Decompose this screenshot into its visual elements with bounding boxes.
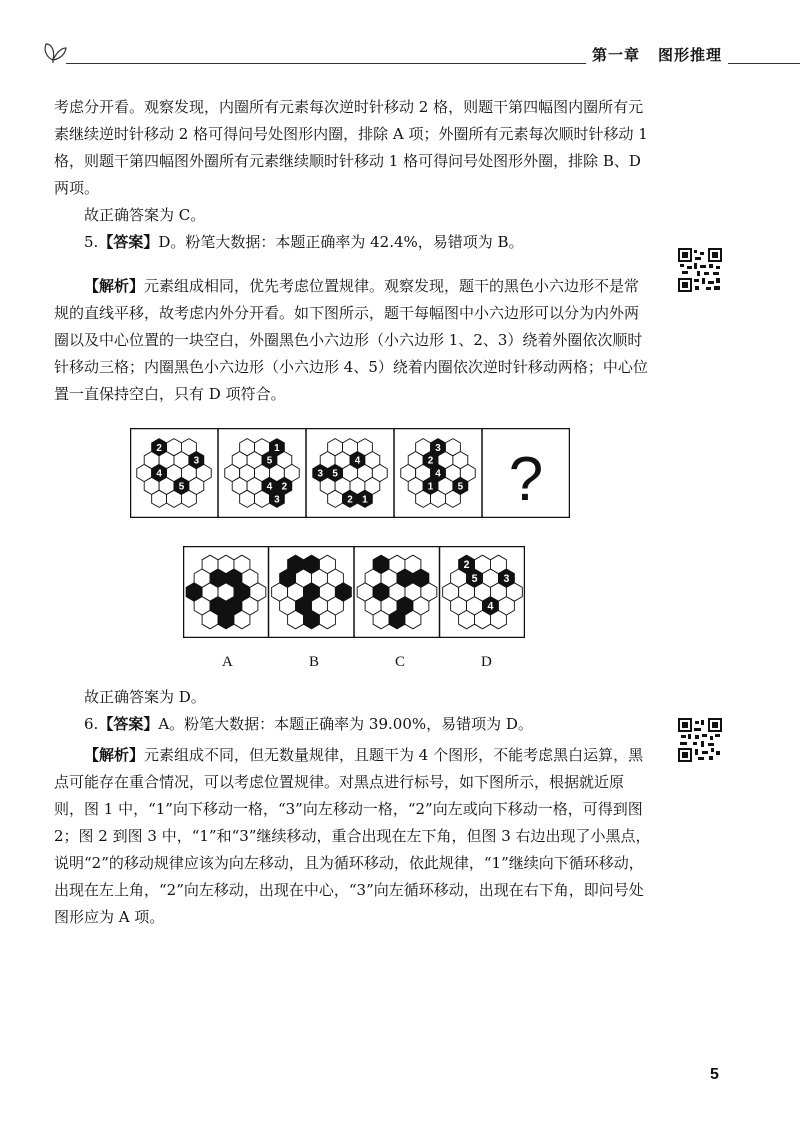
option-label-c: C [395, 654, 406, 670]
header-title [586, 44, 728, 65]
q5-number: 5. [84, 233, 99, 251]
q5-answer-label: 【答案】 [98, 233, 159, 251]
hex-cell-label: 4 [354, 455, 361, 467]
puzzle-figure [130, 428, 570, 518]
hex-cell-label: 5 [266, 455, 273, 467]
paragraph-answer-c: 故正确答案为 C。 [84, 206, 206, 224]
hex-cell-label: 1 [427, 481, 434, 493]
hex-cell-black [335, 583, 351, 601]
hex-cell-label: 2 [347, 494, 353, 506]
hex-cell-label: 1 [362, 494, 368, 506]
question-mark: ? [508, 445, 544, 514]
q6-answer [54, 711, 652, 738]
chapter-title: 图形推理 [657, 46, 722, 64]
hex-cell-label: 2 [463, 559, 470, 571]
hex-cell-label: 4 [266, 481, 273, 493]
q6-number: 6. [84, 715, 99, 733]
hex-cell-label: 3 [317, 468, 323, 480]
hex-cell [506, 583, 522, 601]
hex-cell-label: 2 [156, 442, 162, 454]
qr-code-icon [678, 248, 722, 292]
hex-cell [421, 583, 437, 601]
hex-cell-label: 5 [457, 481, 464, 493]
options-figure [183, 546, 525, 638]
paragraph-continued: 考虑分开看。观察发现，内圈所有元素每次逆时针移动 2 格，则题干第四幅图内圈所有元素继续逆时针移动 2 格可得问号处图形内圈，排除 A 项；外圈所有元素每次顺时针移动 1 格，则题干第四幅图外圈所有元素继续顺时针移动 1 格可得问号处图形外圈，排除 B、D 两项。 [54, 98, 648, 197]
hex-cell-label: 3 [435, 442, 441, 454]
q6-analysis-label: 【解析】 [84, 746, 145, 764]
hex-cell-label: 2 [281, 481, 288, 493]
q6-answer-text: A。粉笔大数据：本题正确率为 39.00%，易错项为 D。 [158, 715, 533, 733]
hex-cell-label: 5 [471, 572, 478, 585]
hex-cell-label: 2 [427, 455, 434, 467]
q5-analysis-label: 【解析】 [84, 277, 145, 295]
hex-cell-label: 5 [332, 468, 338, 480]
hex-cell-label: 4 [487, 600, 494, 613]
hex-cell [284, 464, 299, 481]
hex-cell-label: 3 [274, 494, 280, 506]
option-label-d: D [481, 654, 492, 670]
hex-cell-label: 1 [274, 442, 280, 454]
hex-cell-label: 3 [193, 455, 200, 467]
q5-answer [54, 229, 652, 256]
q6-analysis-text: 元素组成不同，但无数量规律，且题干为 4 个图形，不能考虑黑白运算，黑点可能存在重合情况，可以考虑位置规律。对黑点进行标号，如下图所示，根据就近原则，图 1 中，“1”向下移动一格，“3”向左移动一格，“2”向左或向下移动一格，可得到图 2；图 2 到图 3 中，“1”和“3”继续移动，重合出现在左下角，但图 3 右边出现了小黑点，说明“2”的移动规律应该为向左移动，且为循环移动，依此规律，“1”继续向下循环移动，出现在左上角，“2”向左移动，出现在中心，“3”向左循环移动，出现在右下角，即问号处图形应为 A 项。 [54, 746, 651, 926]
q5-analysis [54, 273, 652, 408]
qr-code-icon [678, 718, 722, 762]
hex-cell-label: 4 [156, 468, 162, 480]
hex-cell [250, 583, 266, 601]
hex-cell [372, 464, 387, 481]
option-label-a: A [222, 654, 233, 670]
chapter-label: 第一章 [591, 46, 640, 64]
q6-answer-label: 【答案】 [98, 715, 159, 733]
hex-cell [196, 464, 211, 481]
leaf-icon [38, 38, 68, 64]
q5-conclusion: 故正确答案为 D。 [84, 688, 206, 706]
page-header [0, 0, 800, 80]
page-number: 5 [710, 1066, 719, 1083]
hex-cell-label: 5 [178, 481, 185, 493]
hex-cell [460, 464, 475, 481]
q5-analysis-text: 元素组成相同，优先考虑位置规律。观察发现，题干的黑色小六边形不是常规的直线平移，故考虑内外分开看。如下图所示，题干每幅图中小六边形可以分为内外两圈以及中心位置的一块空白，外圈黑色小六边形（小六边形 1、2、3）绕着外圈依次顺时针移动三格；内圈黑色小六边形（小六边形 4、5）绕着内圈依次逆时针移动两格；中心位置一直保持空白，只有 D 项符合。 [54, 277, 648, 403]
hex-cell-label: 3 [503, 572, 510, 585]
hex-cell-label: 4 [435, 468, 441, 480]
q6-analysis [54, 742, 652, 931]
option-label-b: B [309, 654, 320, 670]
q5-answer-text: D。粉笔大数据：本题正确率为 42.4%，易错项为 B。 [158, 233, 524, 251]
